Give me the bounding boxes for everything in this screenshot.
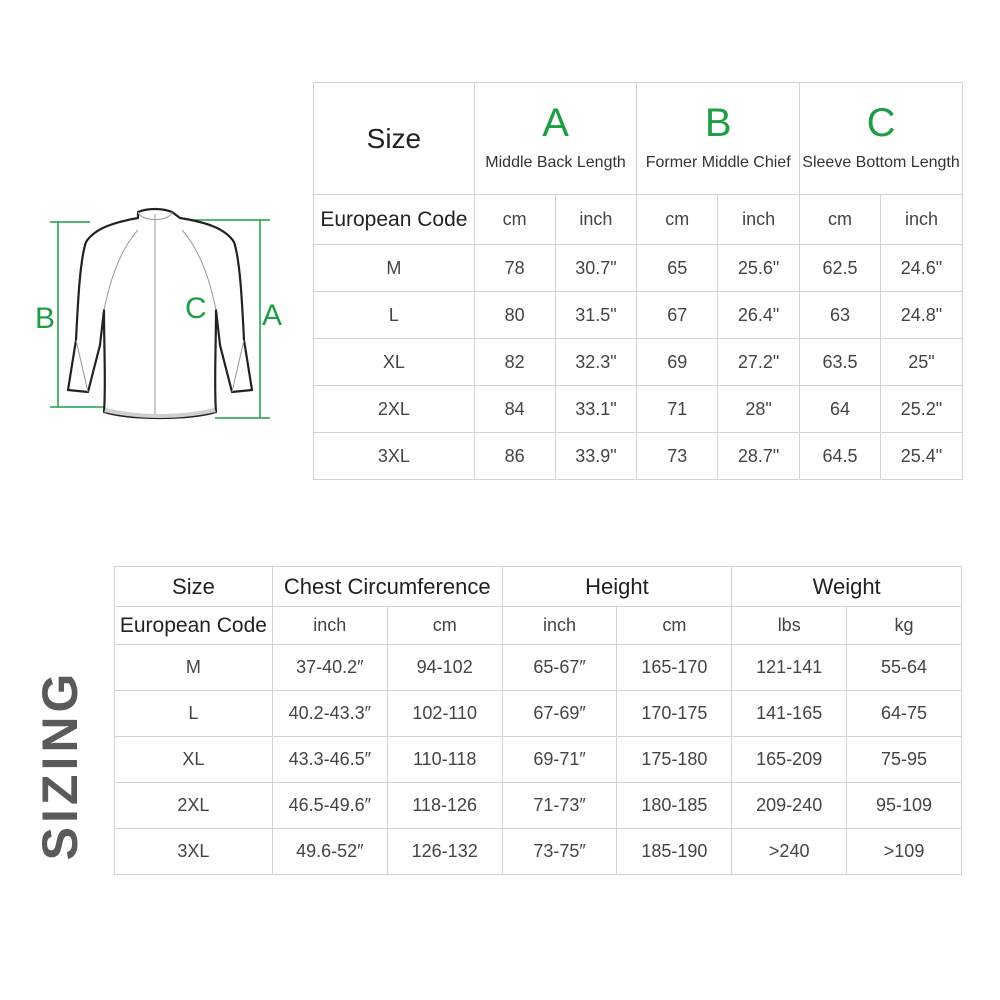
value-cell: 25.6" [718, 245, 800, 292]
table-row [115, 783, 962, 829]
table-row [314, 433, 963, 480]
value-cell: 141-165 [732, 691, 847, 737]
value-cell: 69 [637, 339, 718, 386]
european-code-header: European Code [314, 195, 475, 245]
measurement-header-row [314, 83, 963, 195]
size-cell: 3XL [314, 433, 475, 480]
unit-cell: lbs [732, 607, 847, 645]
size-cell: 2XL [115, 783, 273, 829]
value-cell: 27.2" [718, 339, 800, 386]
value-cell: 80 [474, 292, 555, 339]
value-cell: 209-240 [732, 783, 847, 829]
table-row [314, 292, 963, 339]
unit-cell: cm [800, 195, 881, 245]
unit-cell: inch [718, 195, 800, 245]
weight-header: Weight [732, 567, 962, 607]
jersey-outline [68, 209, 252, 418]
value-cell: 24.6" [880, 245, 962, 292]
sizing-header-row [115, 567, 962, 607]
table-row [115, 691, 962, 737]
dim-c-letter: C [866, 100, 896, 145]
table-row [314, 245, 963, 292]
value-cell: 64-75 [847, 691, 962, 737]
value-cell: 67-69″ [502, 691, 617, 737]
label-b: B [35, 302, 56, 335]
value-cell: 26.4" [718, 292, 800, 339]
value-cell: 94-102 [387, 645, 502, 691]
unit-cell: inch [272, 607, 387, 645]
measurement-table [313, 82, 963, 480]
value-cell: 28" [718, 386, 800, 433]
table-row [115, 737, 962, 783]
dim-c-header [800, 83, 963, 195]
value-cell: 25" [880, 339, 962, 386]
value-cell: 33.1" [555, 386, 637, 433]
unit-cell: inch [880, 195, 962, 245]
unit-cell: cm [474, 195, 555, 245]
value-cell: 31.5" [555, 292, 637, 339]
size-cell: 2XL [314, 386, 475, 433]
dim-b-letter: B [704, 100, 732, 145]
value-cell: 55-64 [847, 645, 962, 691]
table-row [115, 645, 962, 691]
table-row [115, 829, 962, 875]
value-cell: 165-209 [732, 737, 847, 783]
value-cell: 185-190 [617, 829, 732, 875]
value-cell: 49.6-52″ [272, 829, 387, 875]
height-header: Height [502, 567, 732, 607]
sizing-units-row [115, 607, 962, 645]
value-cell: 118-126 [387, 783, 502, 829]
value-cell: 75-95 [847, 737, 962, 783]
dim-b-header [637, 83, 800, 195]
value-cell: 71 [637, 386, 718, 433]
value-cell: 24.8" [880, 292, 962, 339]
value-cell: 69-71″ [502, 737, 617, 783]
value-cell: 165-170 [617, 645, 732, 691]
value-cell: 63.5 [800, 339, 881, 386]
dim-a-header [474, 83, 637, 195]
jersey-diagram [30, 200, 300, 430]
value-cell: 67 [637, 292, 718, 339]
unit-cell: kg [847, 607, 962, 645]
value-cell: 71-73″ [502, 783, 617, 829]
value-cell: 33.9" [555, 433, 637, 480]
sizing-table [114, 566, 962, 875]
chest-header: Chest Circumference [272, 567, 502, 607]
unit-cell: cm [617, 607, 732, 645]
value-cell: 102-110 [387, 691, 502, 737]
size-cell: M [115, 645, 273, 691]
value-cell: 84 [474, 386, 555, 433]
unit-cell: inch [502, 607, 617, 645]
value-cell: 43.3-46.5″ [272, 737, 387, 783]
sizing-title: SIZING [32, 669, 88, 861]
value-cell: >240 [732, 829, 847, 875]
value-cell: 65 [637, 245, 718, 292]
value-cell: 25.2" [880, 386, 962, 433]
value-cell: 73 [637, 433, 718, 480]
size-cell: L [314, 292, 475, 339]
european-code-header: European Code [115, 607, 273, 645]
size-cell: XL [314, 339, 475, 386]
value-cell: 32.3" [555, 339, 637, 386]
size-cell: XL [115, 737, 273, 783]
value-cell: 30.7" [555, 245, 637, 292]
value-cell: 65-67″ [502, 645, 617, 691]
value-cell: 95-109 [847, 783, 962, 829]
value-cell: 62.5 [800, 245, 881, 292]
unit-cell: cm [387, 607, 502, 645]
label-a: A [262, 299, 283, 332]
size-cell: M [314, 245, 475, 292]
size-header: Size [314, 83, 475, 195]
unit-cell: inch [555, 195, 637, 245]
measurement-units-row [314, 195, 963, 245]
value-cell: 180-185 [617, 783, 732, 829]
dim-a-desc: Middle Back Length [485, 153, 626, 171]
value-cell: 40.2-43.3″ [272, 691, 387, 737]
value-cell: 64.5 [800, 433, 881, 480]
value-cell: 126-132 [387, 829, 502, 875]
value-cell: >109 [847, 829, 962, 875]
value-cell: 110-118 [387, 737, 502, 783]
value-cell: 25.4" [880, 433, 962, 480]
unit-cell: cm [637, 195, 718, 245]
value-cell: 86 [474, 433, 555, 480]
table-row [314, 386, 963, 433]
value-cell: 28.7" [718, 433, 800, 480]
value-cell: 63 [800, 292, 881, 339]
value-cell: 73-75″ [502, 829, 617, 875]
value-cell: 175-180 [617, 737, 732, 783]
value-cell: 46.5-49.6″ [272, 783, 387, 829]
value-cell: 78 [474, 245, 555, 292]
value-cell: 82 [474, 339, 555, 386]
dim-c-desc: Sleeve Bottom Length [802, 153, 960, 171]
value-cell: 37-40.2″ [272, 645, 387, 691]
value-cell: 64 [800, 386, 881, 433]
dim-a-letter: A [542, 100, 569, 145]
size-header: Size [115, 567, 273, 607]
dim-b-desc: Former Middle Chief [645, 153, 791, 171]
value-cell: 170-175 [617, 691, 732, 737]
table-row [314, 339, 963, 386]
size-cell: 3XL [115, 829, 273, 875]
label-c: C [185, 292, 207, 325]
size-cell: L [115, 691, 273, 737]
value-cell: 121-141 [732, 645, 847, 691]
